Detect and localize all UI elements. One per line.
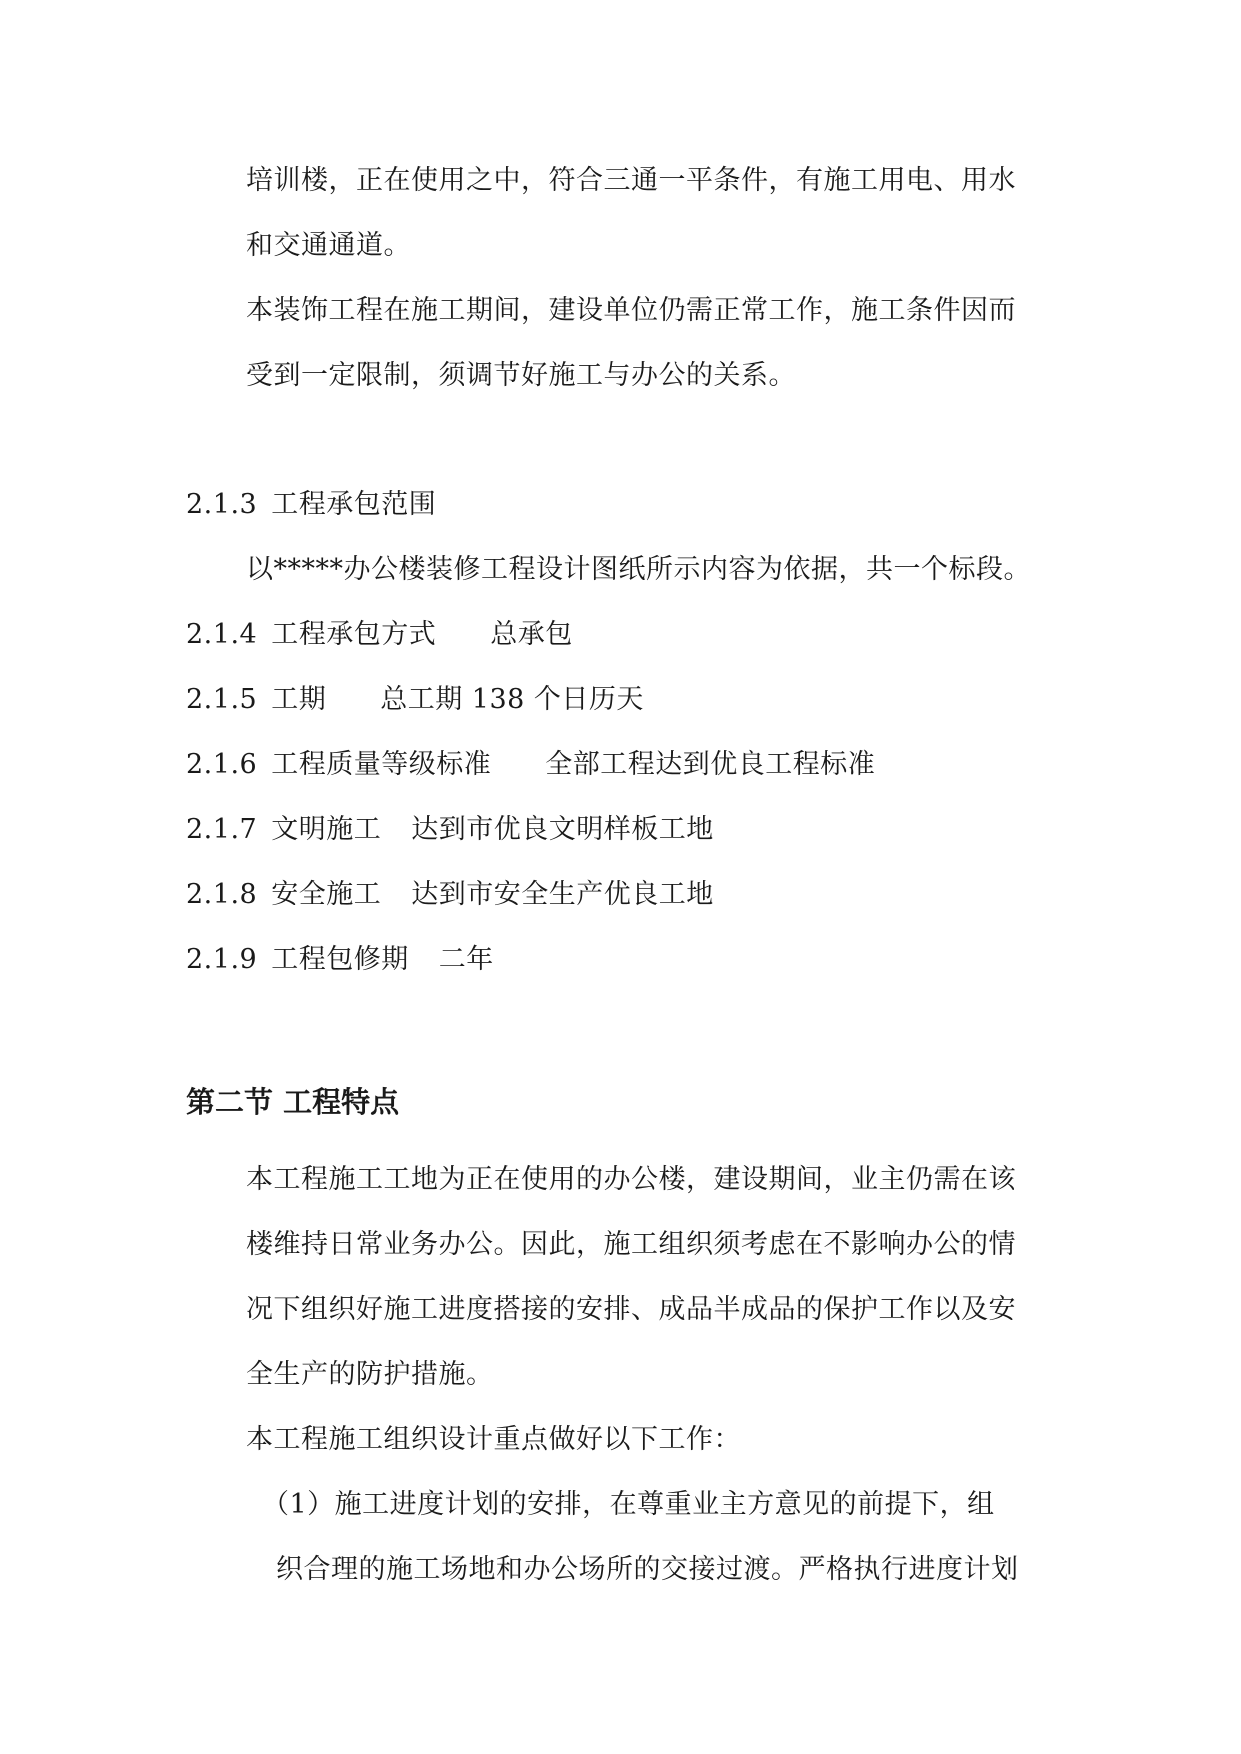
item-value: 总工期 138 个日历天	[380, 684, 644, 715]
intro-paragraph-2-line-2: 受到一定限制，须调节好施工与办公的关系。	[246, 360, 796, 391]
item-number: 2.1.5	[186, 684, 258, 715]
item-2-1-4	[186, 618, 573, 652]
item-value: 达到市优良文明样板工地	[411, 814, 714, 845]
item-label: 工期	[271, 684, 327, 715]
item-2-1-3	[186, 488, 436, 522]
section-heading: 第二节 工程特点	[186, 1085, 400, 1119]
section2-paragraph-1-line-3: 况下组织好施工进度搭接的安排、成品半成品的保护工作以及安	[246, 1294, 1016, 1325]
item-2-1-5	[186, 683, 644, 717]
item-label: 工程承包范围	[271, 489, 437, 520]
item-value: 全部工程达到优良工程标准	[545, 749, 876, 780]
list-item-1-line-2: 织合理的施工场地和办公场所的交接过渡。严格执行进度计划	[276, 1554, 1019, 1585]
item-2-1-8	[186, 878, 714, 912]
item-2-1-9	[186, 943, 494, 977]
intro-paragraph-1-line-2: 和交通通道。	[246, 230, 411, 261]
item-number: 2.1.6	[186, 749, 258, 780]
item-label: 工程质量等级标准	[271, 749, 492, 780]
item-2-1-3-description: 以*****办公楼装修工程设计图纸所示内容为依据，共一个标段。	[246, 554, 1031, 585]
item-value: 总承包	[490, 619, 573, 650]
item-value: 达到市安全生产优良工地	[411, 879, 714, 910]
item-number: 2.1.9	[186, 944, 258, 975]
item-2-1-6	[186, 748, 875, 782]
list-item-1-line-1: （1）施工进度计划的安排，在尊重业主方意见的前提下，组	[262, 1489, 995, 1520]
intro-paragraph-1-line-1: 培训楼，正在使用之中，符合三通一平条件，有施工用电、用水	[246, 165, 1016, 196]
item-value: 二年	[438, 944, 494, 975]
item-number: 2.1.3	[186, 489, 258, 520]
item-number: 2.1.7	[186, 814, 258, 845]
item-label: 文明施工	[271, 814, 382, 845]
section2-paragraph-1-line-4: 全生产的防护措施。	[246, 1359, 494, 1390]
item-label: 安全施工	[271, 879, 382, 910]
section2-paragraph-2: 本工程施工组织设计重点做好以下工作：	[246, 1424, 741, 1455]
item-number: 2.1.8	[186, 879, 258, 910]
item-number: 2.1.4	[186, 619, 258, 650]
item-2-1-7	[186, 813, 714, 847]
item-label: 工程包修期	[271, 944, 409, 975]
intro-paragraph-2-line-1: 本装饰工程在施工期间，建设单位仍需正常工作，施工条件因而	[246, 295, 1016, 326]
section2-paragraph-1-line-2: 楼维持日常业务办公。因此，施工组织须考虑在不影响办公的情	[246, 1229, 1016, 1260]
item-label: 工程承包方式	[271, 619, 437, 650]
section2-paragraph-1-line-1: 本工程施工工地为正在使用的办公楼，建设期间，业主仍需在该	[246, 1164, 1016, 1195]
